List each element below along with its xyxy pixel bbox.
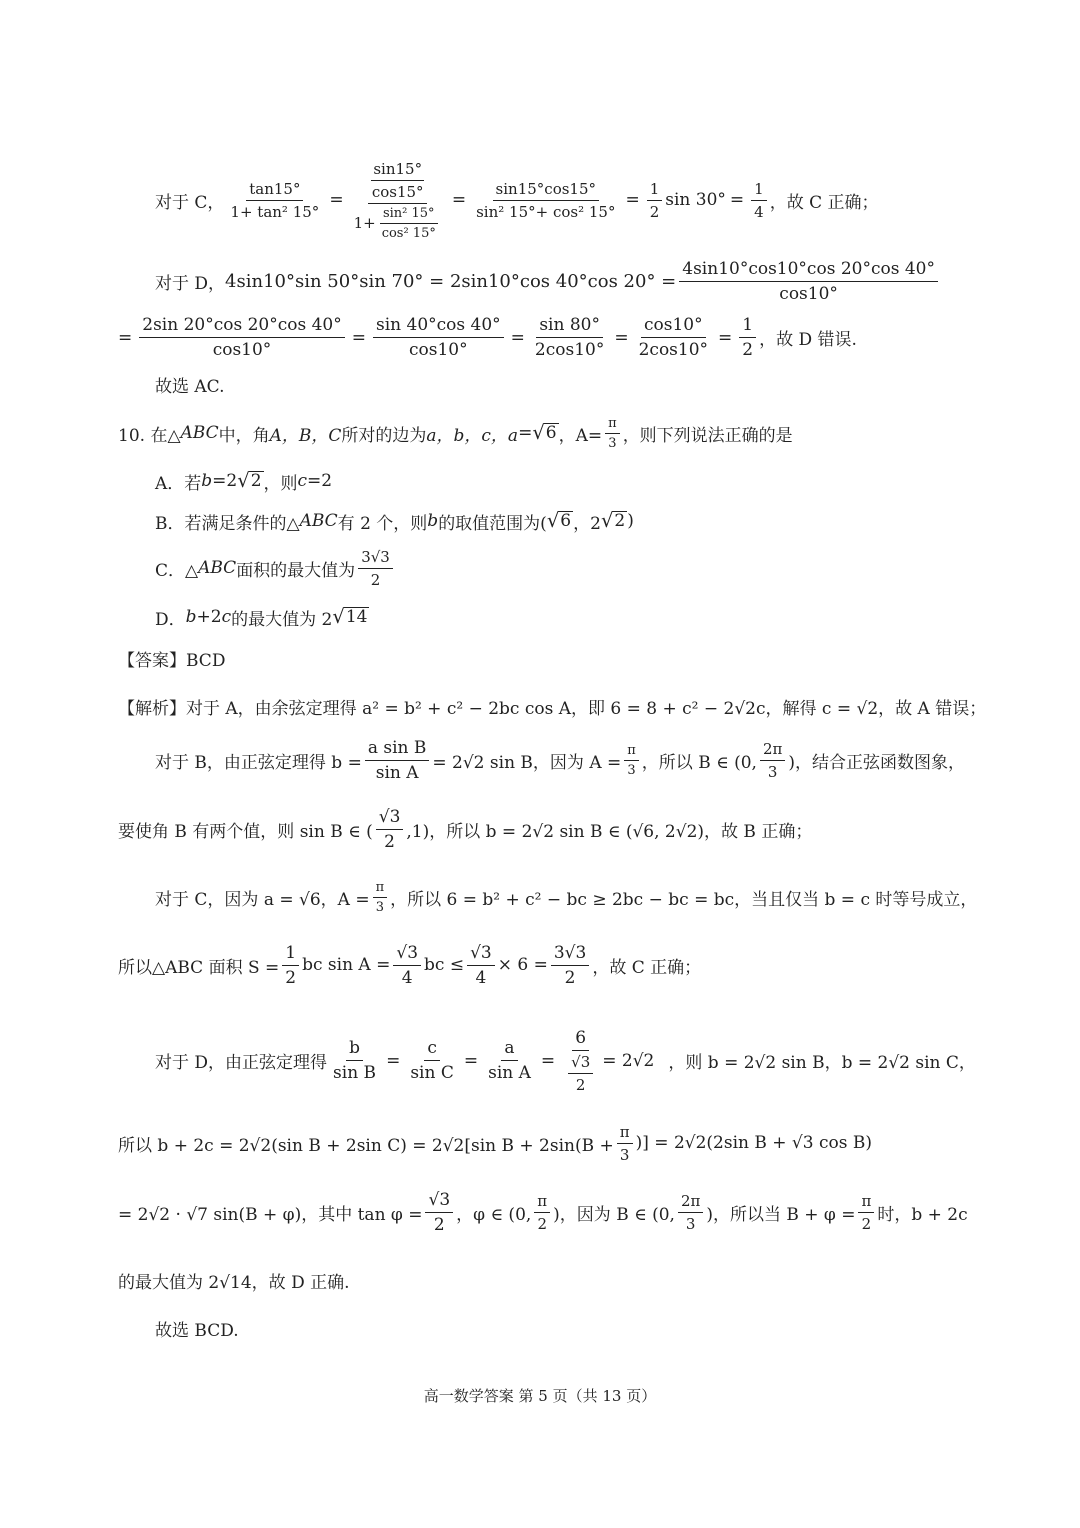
- d-part-line-1: 对于 D， 4sin10°sin 50°sin 70° = 2sin10°cos 40°cos 20° = $\frac{4\sin 10^\circ\cos 10^\circ\cos 20^\circ\cos 40^\circ}{\cos 10^\circ}$: [0, 255, 1080, 307]
- analysis-c-2: 所以△ABC 面积 S = $\frac{1}{2}$ bc sin A = $\frac{√3}{4}$ bc ≤ $\frac{√3}{4}$ × 6 = $\frac{3√3}{2}$ ，故 C 正确；: [118, 942, 702, 988]
- analysis-d-1: 对于 D，由正弦定理得 $\frac{b}{\text{sin B}}$ = $\frac{c}{\text{sin C}}$ = $\frac{a}{\text{sin A}}$ = $\frac{6}{\frac{√3}{2}}$ = 2√2 ，则 b = 2√2 sin B，b = 2√2 sin C，: [155, 1027, 976, 1094]
- analysis-b-1: 对于 B，由正弦定理得 b = $\frac{\text{a sin B}}{\text{sin A}}$ = 2√2 sin B，因为 A = $\frac{\pi}{3}$ ，所以 B ∈ (0, $\frac{2\pi}{3}$ )，结合正弦函数图象，: [155, 738, 965, 783]
- fraction: $\frac{\tan 15^\circ}{\text{1+ tan² 15°}}$: [230, 179, 320, 221]
- choose-bcd: 故选 BCD.: [155, 1320, 239, 1341]
- d-part-line-2: = $\frac{2\sin 20^\circ\cos 20^\circ\cos 40^\circ}{\cos 10^\circ}$ = $\frac{\sin 40^\circ\cos 40^\circ}{\cos 10^\circ}$ = $\frac{\sin 80^\circ}{2\cos 10^\circ}$ = $\frac{\cos 10^\circ}{2\cos 10^\circ}$ = $\frac{1}{2}$ ，故 D 错误.: [118, 315, 857, 360]
- option-b: B．若满足条件的△ ABC 有 2 个，则 b 的取值范围为( √ 6 ，2 √ 2 ): [155, 508, 634, 534]
- analysis-a: 【解析】对于 A，由余弦定理得 a² = b² + c² − 2bc cos A，即 6 = 8 + c² − 2√2c，解得 c = √2，故 A 错误；: [118, 698, 987, 719]
- fraction: $\frac{1}{4}$: [751, 180, 767, 221]
- c-prefix: 对于 C，: [155, 192, 225, 213]
- fraction: $\frac{4\sin 10^\circ\cos 10^\circ\cos 20^\circ\cos 40^\circ}{\cos 10^\circ}$: [679, 259, 938, 304]
- c-part-line: 对于 C， $\frac{\tan 15^\circ}{\text{1+ tan² 15°}}$ = sin15° cos15° 1+ $\frac{\text{sin² 15°}}{\text{cos² 15°}}$ = $\frac{\sin 15^\circ\cos 15^\circ}{\text{sin² 15°+ cos² 15°}}$ = $\frac{1}{2}$ sin 30° = $\frac{1}{4}$ ，故 C 正确；: [155, 159, 879, 241]
- analysis-c-1: 对于 C，因为 a = √6，A = $\frac{\pi}{3}$ ，所以 6 = b² + c² − bc ≥ 2bc − bc = bc，当且仅当 b = c 时等号成立，: [155, 879, 978, 915]
- option-a: A．若 b =2 √ 2 ，则 c =2: [155, 468, 333, 494]
- choose-ac: 故选 AC.: [155, 376, 225, 397]
- nested-fraction: sin15° cos15° 1+ $\frac{\text{sin² 15°}}{\text{cos² 15°}}$: [353, 159, 436, 241]
- analysis-b-2: 要使角 B 有两个值，则 sin B ∈ ( $\frac{√3}{2}$ ,1)，所以 b = 2√2 sin B ∈ (√6, 2√2)，故 B 正确；: [118, 806, 813, 852]
- option-c: C．△ ABC 面积的最大值为 $\frac{3√3}{2}$: [0, 545, 1080, 591]
- answer-line: 【答案】BCD: [118, 650, 226, 671]
- question-10-stem: 10. 在△ ABC 中，角 A，B，C 所对的边为 a，b，c，a = √ 6 ，A= $\frac{\pi}{3}$ ，则下列说法正确的是: [118, 415, 793, 451]
- analysis-d-2: 所以 b + 2c = 2√2(sin B + 2sin C) = 2√2[sin B + 2sin(B + $\frac{\pi}{3}$ )] = 2√2(2sin B + √3 cos B): [118, 1122, 872, 1164]
- analysis-d-4: 的最大值为 2√14，故 D 正确.: [118, 1272, 350, 1293]
- fraction: $\frac{1}{2}$: [647, 180, 663, 221]
- option-d: D． b +2 c 的最大值为 2 √ 14: [155, 604, 368, 630]
- page-footer: 高一数学答案 第 5 页（共 13 页）: [423, 1387, 657, 1405]
- fraction: $\frac{\sin 15^\circ\cos 15^\circ}{\text{sin² 15°+ cos² 15°}}$: [476, 179, 616, 221]
- analysis-d-3: = 2√2 · √7 sin(B + φ)，其中 tan φ = $\frac{√3}{2}$ ，φ ∈ (0, $\frac{\pi}{2}$ )，因为 B ∈ (0, $\frac{2\pi}{3}$ )，所以当 B + φ = $\frac{\pi}{2}$ 时，b + 2c: [118, 1190, 968, 1235]
